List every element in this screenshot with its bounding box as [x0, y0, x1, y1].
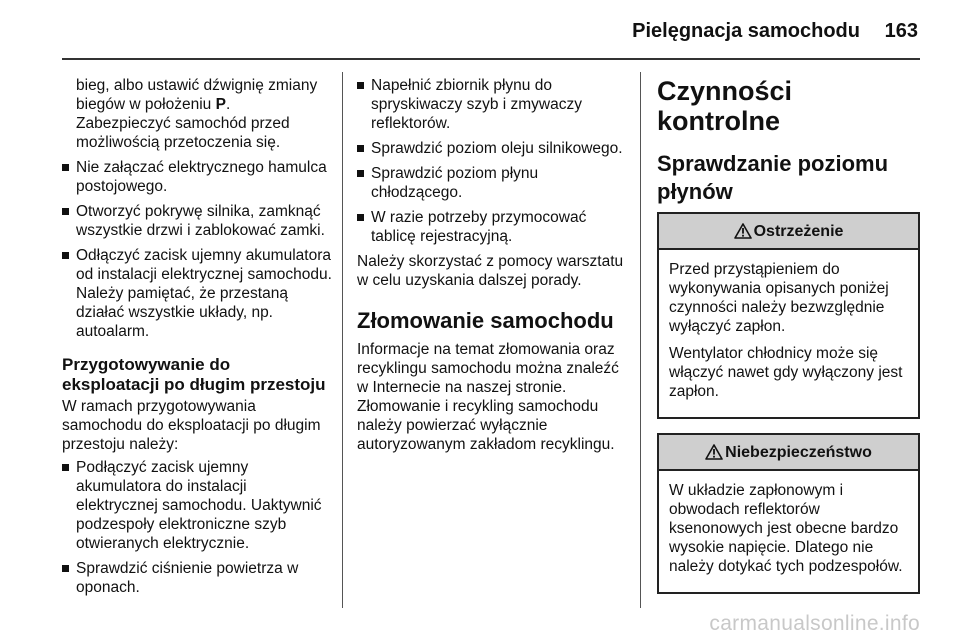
- warning-text: Wentylator chłodnicy może się włączyć nawet gdy wyłączony jest zapłon.: [669, 345, 903, 400]
- section-intro: W ramach przygotowywania samochodu do eksploatacji po długim przestoju należy:: [62, 398, 321, 453]
- list-item: Sprawdzić poziom oleju silnikowego.: [357, 139, 625, 158]
- page-header-title: Pielęgnacja samochodu: [632, 20, 860, 42]
- list-item: Sprawdzić ciśnienie powietrza w oponach.: [62, 559, 332, 597]
- warning-triangle-icon: [705, 444, 723, 460]
- continuation-text: .: [225, 96, 231, 113]
- header-divider: [62, 58, 920, 60]
- danger-box: [657, 433, 920, 594]
- list-item: Sprawdzić poziom płynu chłodzącego.: [357, 164, 625, 202]
- paragraph: Należy skorzystać z pomocy warsztatu w celu uzyskania dalszej porady.: [357, 253, 624, 289]
- gear-position-label: P: [215, 96, 226, 113]
- warning-triangle-icon: [734, 223, 752, 239]
- column-divider: [640, 72, 641, 608]
- danger-text: W układzie zapłonowym i obwodach reflektorów ksenonowych jest obecne bardzo wysokie napięcie. Dlatego nie należy dotykać tych podzespołów.: [669, 482, 903, 575]
- list-item: Otworzyć pokrywę silnika, zamknąć wszystkie drzwi i zablokować zamki.: [62, 202, 332, 240]
- list-item: Podłączyć zacisk ujemny akumulatora do instalacji elektrycznej samochodu. Uaktywnić podzespoły elektroniczne szyb otwieranych elektrycznie.: [62, 458, 332, 553]
- continuation-text: bieg, albo ustawić dźwignię zmiany biegów w położeniu: [76, 77, 318, 113]
- danger-box-header: [659, 435, 918, 471]
- continuation-paragraph: [62, 76, 332, 152]
- list-item: Odłączyć zacisk ujemny akumulatora od instalacji elektrycznej samochodu. Należy pamiętać, że przestaną działać wszystkie układy, np. autoalarm.: [62, 246, 332, 341]
- warning-box-header: [659, 214, 918, 250]
- column-divider: [342, 72, 343, 608]
- page-number: 163: [884, 20, 918, 42]
- subsection-heading: Sprawdzanie poziomu płynów: [657, 151, 889, 204]
- watermark: carmanualsonline.info: [709, 612, 920, 635]
- warning-box-title: Ostrzeżenie: [753, 222, 844, 240]
- list-item: Nie załączać elektrycznego hamulca postojowego.: [62, 158, 332, 196]
- section-heading: Złomowanie samochodu: [357, 308, 614, 333]
- list-item: W razie potrzeby przymocować tablicę rejestracyjną.: [357, 208, 625, 246]
- paragraph: Informacje na temat złomowania oraz recyklingu samochodu można znaleźć w Internecie na naszej stronie. Złomowanie i recykling samochodu należy powierzać wyłącznie autoryzowanym zakładom recyklingu.: [357, 341, 619, 453]
- danger-box-body: [659, 471, 918, 592]
- list-item: Napełnić zbiornik płynu do spryskiwaczy szyb i zmywaczy reflektorów.: [357, 76, 625, 133]
- column-3: [657, 76, 920, 608]
- bullet-list: [357, 76, 625, 246]
- column-1: [62, 76, 332, 603]
- continuation-text: Zabezpieczyć samochód przed możliwością przetoczenia się.: [76, 115, 290, 151]
- warning-box: [657, 212, 920, 419]
- warning-text: Przed przystąpieniem do wykonywania opisanych poniżej czynności należy bezwzględnie wyłączyć zapłon.: [669, 261, 889, 335]
- bullet-list: [62, 458, 332, 597]
- bullet-list: [62, 158, 332, 341]
- chapter-heading: Czynności kontrolne: [657, 76, 793, 136]
- danger-box-title: Niebezpieczeństwo: [725, 443, 872, 461]
- warning-box-body: [659, 250, 918, 417]
- section-heading: Przygotowywanie do eksploatacji po długim przestoju: [62, 355, 326, 394]
- column-2: [357, 76, 625, 458]
